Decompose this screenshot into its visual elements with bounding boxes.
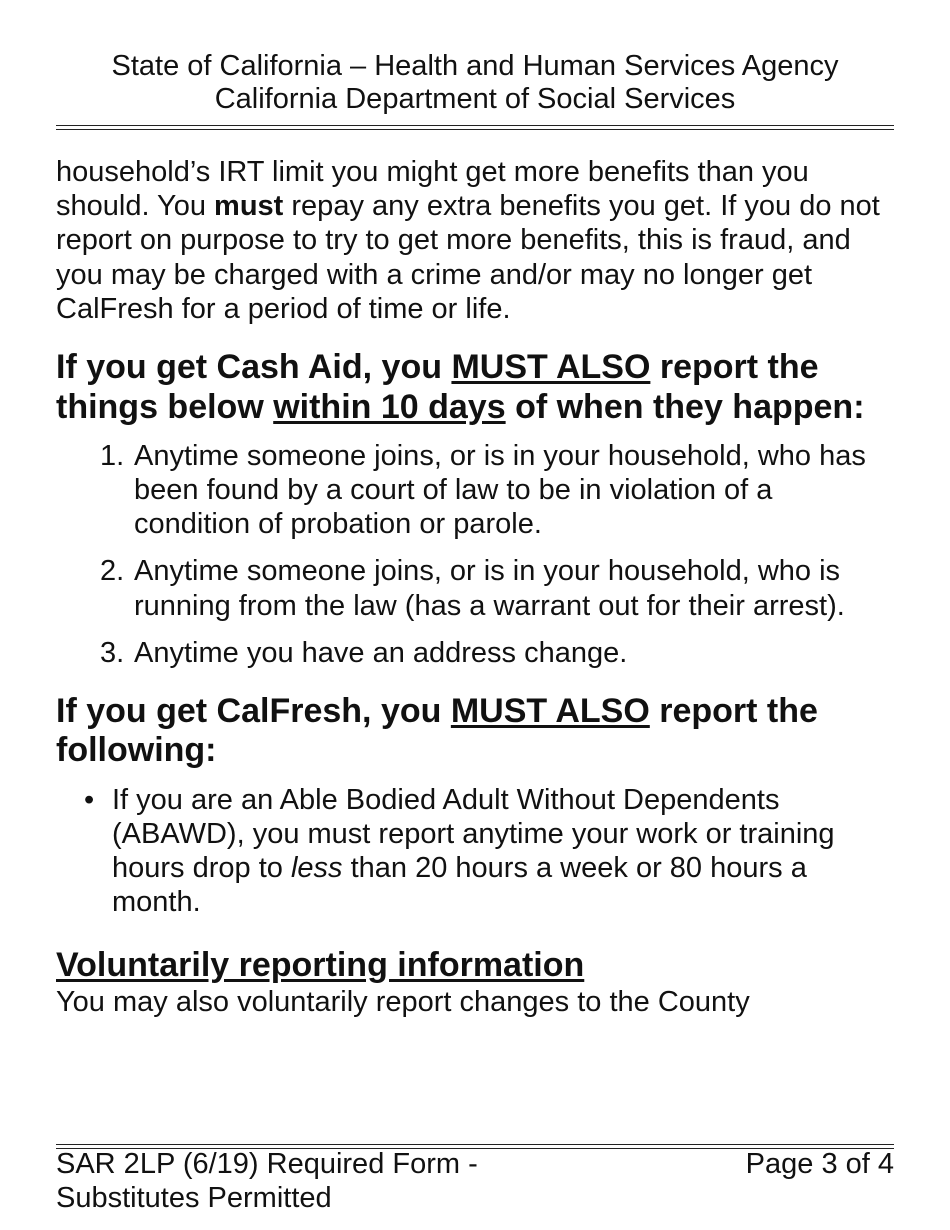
list-item: • If you are an Able Bodied Adult Without Dependents (ABAWD), you must report anytime your work or training hours drop to less than 20 hours a week or 80 hours a month. [84, 783, 835, 919]
voluntary-paragraph: You may also voluntarily report changes to the County [56, 986, 750, 1019]
list-item: 3. Anytime you have an address change. [100, 636, 628, 669]
calfresh-list [56, 783, 894, 920]
page-header [56, 50, 894, 116]
voluntary-heading: Voluntarily reporting information [56, 945, 585, 984]
agency-title: State of California – Health and Human Services Agency [111, 50, 839, 82]
cash-aid-heading: If you get Cash Aid, you MUST ALSO report the things below within 10 days of when they happen: [56, 348, 865, 426]
document-page [56, 0, 894, 1230]
intro-paragraph: household’s IRT limit you might get more benefits than you should. You must repay any extra benefits you get. If you do not report on purpose to try to get more benefits, this is fraud, and you may be charged with a crime and/or may no longer get CalFresh for a period of time or life. [56, 156, 880, 325]
form-identifier: SAR 2LP (6/19) Required Form - Substitutes Permitted [56, 1148, 478, 1214]
calfresh-heading: If you get CalFresh, you MUST ALSO report the following: [56, 691, 818, 770]
list-item: 2. Anytime someone joins, or is in your household, who is running from the law (has a warrant out for their arrest). [100, 555, 845, 622]
list-item: 1. Anytime someone joins, or is in your household, who has been found by a court of law to be in violation of a condition of probation or parole. [100, 440, 866, 541]
emphasis-must: must [214, 190, 284, 223]
bullet-icon: • [84, 783, 95, 816]
header-divider [56, 125, 894, 130]
department-title: California Department of Social Services [214, 83, 736, 115]
page-number: Page 3 of 4 [745, 1148, 894, 1180]
cash-aid-list [56, 439, 894, 670]
page-content [56, 155, 894, 1019]
